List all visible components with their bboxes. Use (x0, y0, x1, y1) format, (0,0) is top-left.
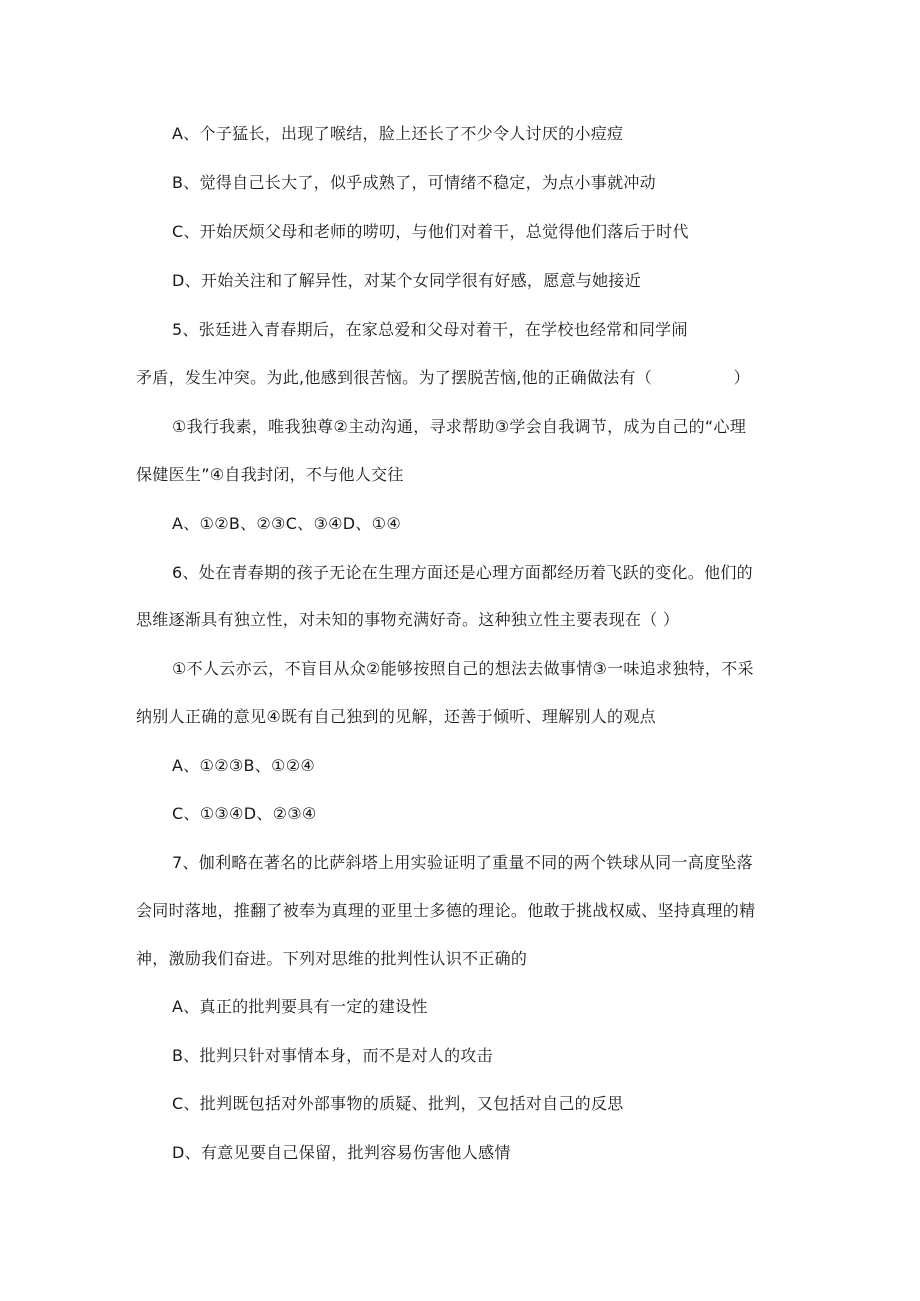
q5-stem-line-2: 矛盾，发生冲突。为此,他感到很苦恼。为了摆脱苦恼,他的正确做法有（ ） (136, 368, 750, 387)
q7-option-a: A、真正的批判要具有一定的建设性 (172, 997, 428, 1016)
q5-choices-line-1: ①我行我素，唯我独尊②主动沟通，寻求帮助③学会自我调节，成为自己的“心理 (172, 417, 747, 436)
q7-stem-line-3: 神，激励我们奋进。下列对思维的批判性认识不正确的 (136, 949, 528, 968)
q7-option-c: C、批判既包括对外部事物的质疑、批判，又包括对自己的反思 (172, 1094, 624, 1113)
q6-options-cd: C、①③④D、②③④ (172, 804, 317, 823)
q4-option-d: D、开始关注和了解异性，对某个女同学很有好感，愿意与她接近 (172, 271, 642, 290)
q4-option-c: C、开始厌烦父母和老师的唠叨，与他们对着干，总觉得他们落后于时代 (172, 222, 689, 241)
q6-choices-line-1: ①不人云亦云，不盲目从众②能够按照自己的想法去做事情③一味追求独特，不采 (172, 659, 754, 678)
q5-stem-line-1: 5、张廷进入青春期后，在家总爱和父母对着干，在学校也经常和同学闹 (172, 320, 688, 339)
q6-choices-line-2: 纳别人正确的意见④既有自己独到的见解，还善于倾听、理解别人的观点 (136, 707, 656, 726)
q4-option-a: A、个子猛长，出现了喉结，脸上还长了不少令人讨厌的小痘痘 (172, 124, 624, 143)
q7-option-d: D、有意见要自己保留，批判容易伤害他人感情 (172, 1143, 511, 1162)
q5-options: A、①②B、②③C、③④D、①④ (172, 514, 401, 533)
q7-stem-line-1: 7、伽利略在著名的比萨斜塔上用实验证明了重量不同的两个铁球从同一高度坠落 (172, 853, 753, 872)
q4-option-b: B、觉得自己长大了，似乎成熟了，可情绪不稳定，为点小事就冲动 (172, 173, 656, 192)
q7-option-b: B、批判只针对事情本身，而不是对人的攻击 (172, 1046, 493, 1065)
q6-stem-line-1: 6、处在青春期的孩子无论在生理方面还是心理方面都经历着飞跃的变化。他们的 (172, 563, 753, 582)
q7-stem-line-2: 会同时落地，推翻了被奉为真理的亚里士多德的理论。他敢于挑战权威、坚持真理的精 (136, 901, 756, 920)
q6-stem-line-2: 思维逐渐具有独立性，对未知的事物充满好奇。这种独立性主要表现在（ ） (136, 610, 680, 629)
q6-options-ab: A、①②③B、①②④ (172, 756, 315, 775)
q5-choices-line-2: 保健医生”④自我封闭，不与他人交往 (136, 465, 404, 484)
